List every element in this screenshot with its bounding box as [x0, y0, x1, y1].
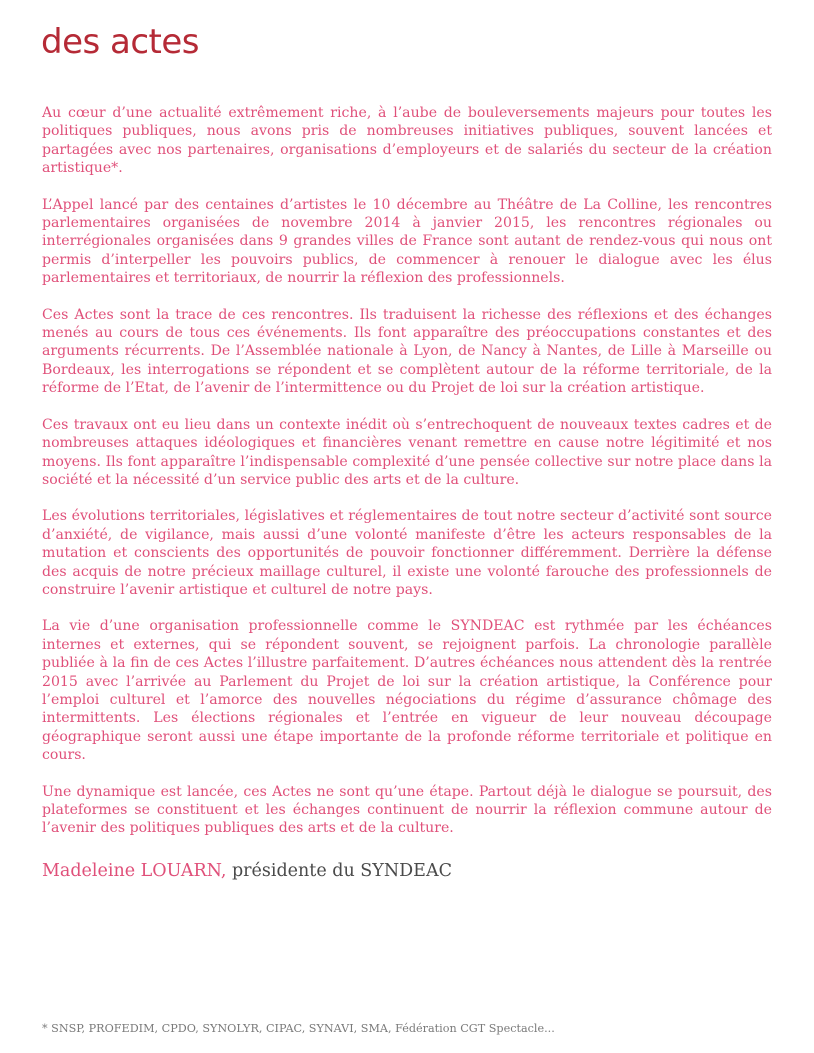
signature	[42, 860, 772, 882]
signature-title: présidente du SYNDEAC	[226, 860, 452, 881]
paragraph-3: Ces Actes sont la trace de ces rencontres. Ils traduisent la richesse des réflexions et des échanges menés au cours de tous ces événements. Ils font apparaître des préoccupations constantes et des arguments récurrents. De l’Assemblée nationale à Lyon, de Nancy à Nantes, de Lille à Marseille ou Bordeaux, les interrogations se répondent et se complètent autour de la réforme territoriale, de la réforme de l’Etat, de l’avenir de l’intermittence ou du Projet de loi sur la création artistique.	[42, 306, 772, 397]
footnote: * SNSP, PROFEDIM, CPDO, SYNOLYR, CIPAC, SYNAVI, SMA, Fédération CGT Spectacle...	[42, 1022, 555, 1035]
paragraph-2: L’Appel lancé par des centaines d’artistes le 10 décembre au Théâtre de La Colline, les rencontres parlementaires organisées de novembre 2014 à janvier 2015, les rencontres régionales ou interrégionales organisées dans 9 grandes villes de France sont autant de rendez-vous qui nous ont permis d’interpeller les pouvoirs publics, de commencer à renouer le dialogue avec les élus parlementaires et territoriaux, de nourrir la réflexion des professionnels.	[42, 196, 772, 287]
signature-name: Madeleine LOUARN,	[42, 860, 227, 881]
paragraph-7: Une dynamique est lancée, ces Actes ne sont qu’une étape. Partout déjà le dialogue se poursuit, des plateformes se constituent et les échanges continuent de nourrir la réflexion commune autour de l’avenir des politiques publiques des arts et de la culture.	[42, 783, 772, 837]
paragraph-6: La vie d’une organisation professionnelle comme le SYNDEAC est rythmée par les échéances internes et externes, qui se répondent souvent, se rejoignent parfois. La chronologie parallèle publiée à la fin de ces Actes l’illustre parfaitement. D’autres échéances nous attendent dès la rentrée 2015 avec l’arrivée au Parlement du Projet de loi sur la création artistique, la Conférence pour l’emploi culturel et l’amorce des nouvelles négociations du régime d’assurance chômage des intermittents. Les élections régionales et l’entrée en vigueur de leur nouveau découpage géographique seront aussi une étape importante de la profonde réforme territoriale et politique en cours.	[42, 618, 772, 764]
main-text	[42, 104, 772, 882]
paragraph-5: Les évolutions territoriales, législatives et réglementaires de tout notre secteur d’activité sont source d’anxiété, de vigilance, mais aussi d’une volonté manifeste d’être les acteurs responsables de la mutation et conscients des opportunités de pouvoir fonctionner différemment. Derrière la défense des acquis de notre précieux maillage culturel, il existe une volonté farouche des professionnels de construire l’avenir artistique et culturel de notre pays.	[42, 508, 772, 598]
paragraph-4: Ces travaux ont eu lieu dans un contexte inédit où s’entrechoquent de nouveaux textes cadres et de nombreuses attaques idéologiques et financières venant remettre en cause notre légitimité et nos moyens. Ils font apparaître l’indispensable complexité d’une pensée collective sur notre place dans la société et la nécessité d’un service public des arts et de la culture.	[42, 416, 772, 488]
paragraph-1: Au cœur d’une actualité extrêmement riche, à l’aube de bouleversements majeurs pour toutes les politiques publiques, nous avons pris de nombreuses initiatives publiques, souvent lancées et partagées avec nos partenaires, organisations d’employeurs et de salariés du secteur de la création artistique*.	[42, 105, 772, 177]
page-title: des actes	[41, 22, 200, 62]
